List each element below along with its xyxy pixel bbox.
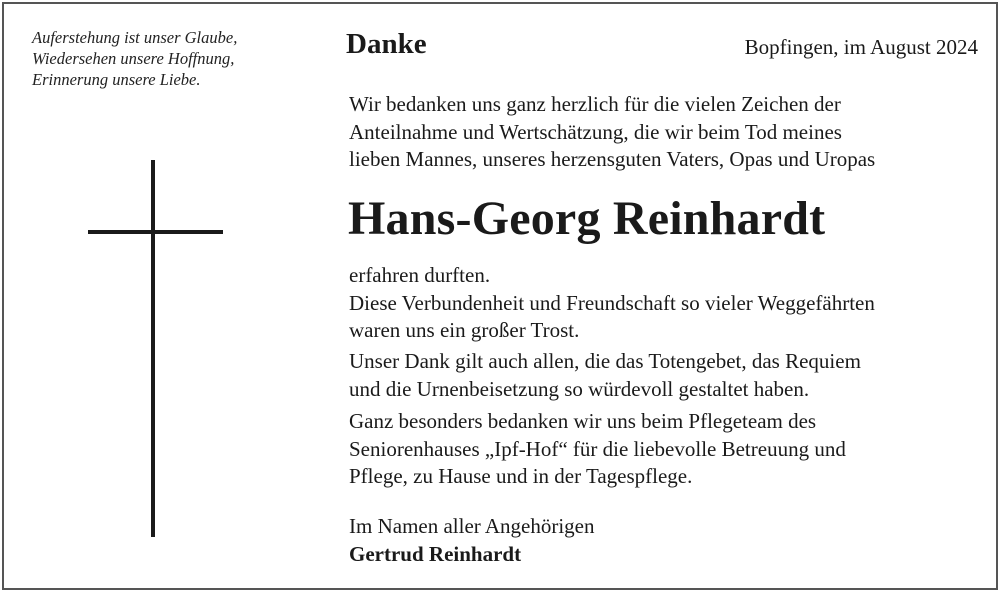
signature-closing: Im Namen aller Angehörigen [349, 514, 595, 538]
motto-line: Erinnerung unsere Liebe. [32, 70, 201, 89]
paragraph-gratitude: erfahren durften. Diese Verbundenheit und Freundschaft so vieler Weggefährten waren uns ein großer Trost. [349, 263, 875, 342]
page-title: Danke [346, 28, 427, 60]
obituary-card [2, 2, 998, 590]
place-date: Bopfingen, im August 2024 [744, 35, 978, 59]
paragraph-care-team: Ganz besonders bedanken wir uns beim Pflegeteam des Seniorenhauses „Ipf-Hof“ für die liebevolle Betreuung und Pflege, zu Hause und in der Tagespflege. [349, 409, 846, 488]
motto [32, 27, 237, 90]
deceased-name: Hans-Georg Reinhardt [348, 192, 826, 245]
cross-vertical-beam [151, 160, 155, 537]
intro-paragraph: Wir bedanken uns ganz herzlich für die vielen Zeichen der Anteilnahme und Wertschätzung, die wir beim Tod meines lieben Mannes, unseres herzensguten Vaters, Opas und Uropas [349, 92, 876, 171]
motto-line: Auferstehung ist unser Glaube, [32, 28, 238, 47]
paragraph-ceremony: Unser Dank gilt auch allen, die das Totengebet, das Requiem und die Urnenbeisetzung so würdevoll gestaltet haben. [349, 349, 861, 401]
signature-name: Gertrud Reinhardt [349, 542, 522, 566]
cross-horizontal-beam [88, 230, 223, 234]
motto-line: Wiedersehen unsere Hoffnung, [32, 49, 235, 68]
